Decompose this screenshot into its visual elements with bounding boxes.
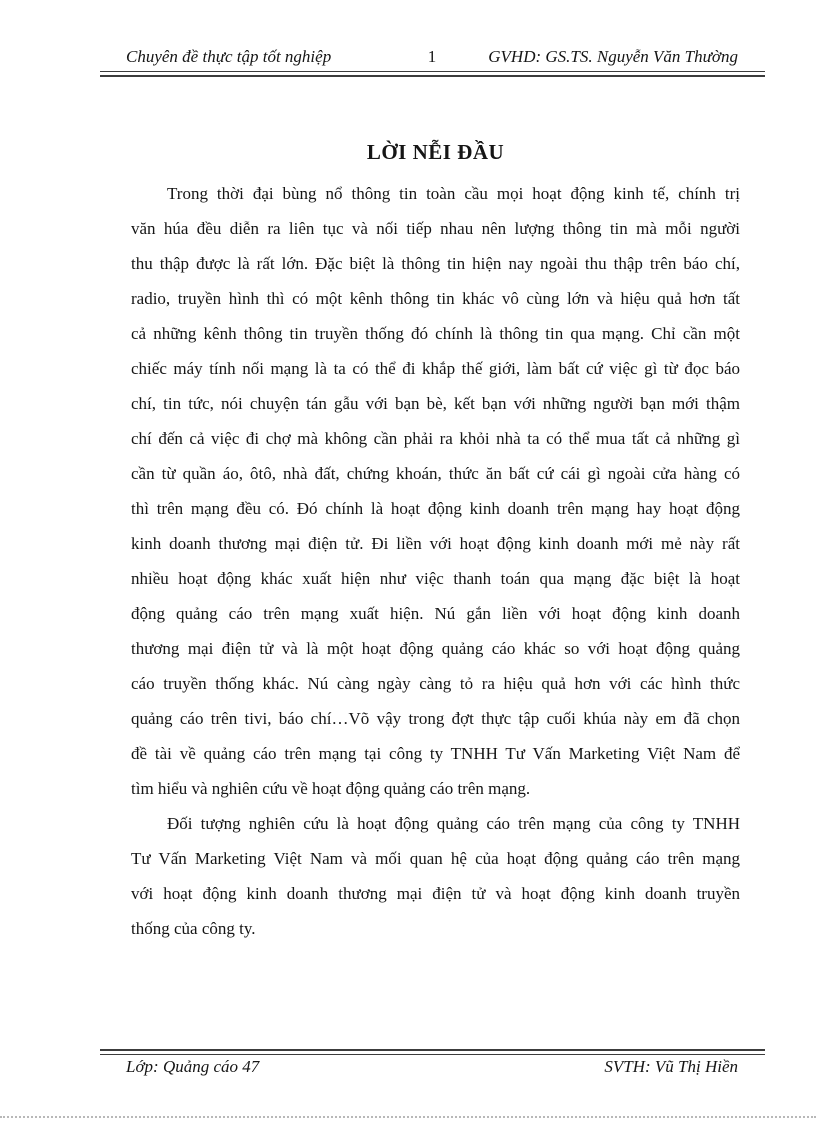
paragraph-line: thương mại điện tử và là một hoạt động quảng cáo khác so với hoạt động quảng xyxy=(131,639,740,658)
paragraph-line: thống của công ty. xyxy=(131,919,256,938)
header-course-title: Chuyên đề thực tập tốt nghiệp xyxy=(126,47,332,66)
paragraph-line: cáo truyền thống khác. Nú càng ngày càng tỏ ra hiệu quả hơn với các hình thức xyxy=(131,674,740,693)
paragraph-line: Tư Vấn Marketing Việt Nam và mối quan hệ của hoạt động quảng cáo trên mạng xyxy=(131,849,740,868)
paragraph-line: cần từ quần áo, ôtô, nhà đất, chứng khoán, thức ăn bất cứ cái gì ngoài cửa hàng có xyxy=(131,464,740,483)
paragraph-line: thì trên mạng đều có. Đó chính là hoạt động kinh doanh trên mạng hay hoạt động xyxy=(131,499,740,518)
paragraph-line: radio, truyền hình thì có một kênh thông tin khác vô cùng lớn và hiệu quả hơn tất xyxy=(131,289,740,308)
paragraph-line: tìm hiểu và nghiên cứu về hoạt động quảng cáo trên mạng. xyxy=(131,779,531,798)
paragraph-line: văn húa đều diễn ra liên tục và nối tiếp nhau nên lượng thông tin mà mỗi người xyxy=(131,219,740,238)
paragraph-line: quảng cáo trên tivi, báo chí…Võ vậy trong đợt thực tập cuối khúa này em đã chọn xyxy=(131,709,740,728)
paragraph-line: chí, tin tức, nói chuyện tán gẫu với bạn bè, kết bạn với những người bạn mới thậm xyxy=(131,394,740,413)
header-rule xyxy=(100,71,765,77)
page-break-dotted-line xyxy=(0,1116,816,1118)
paragraph-line: chiếc máy tính nối mạng là ta có thể đi khắp thế giới, làm bất cứ việc gì từ đọc báo xyxy=(131,359,740,378)
paragraph-line: cả những kênh thông tin truyền thống đó chính là thông tin qua mạng. Chỉ cần một xyxy=(131,324,740,343)
paragraph-line: kinh doanh thương mại điện tử. Đi liền với hoạt động kinh doanh mới mẻ này rất xyxy=(131,534,740,553)
paragraph-line: thu thập được là rất lớn. Đặc biệt là thông tin hiện nay ngoài thu thập trên báo chí, xyxy=(131,254,740,273)
footer-class: Lớp: Quảng cáo 47 xyxy=(126,1057,260,1076)
paragraph-line: với hoạt động kinh doanh thương mại điện tử và hoạt động kinh doanh truyền xyxy=(131,884,740,903)
paragraph-line: đề tài về quảng cáo trên mạng tại công ty TNHH Tư Vấn Marketing Việt Nam để xyxy=(131,744,740,763)
paragraph-line: chí đến cả việc đi chợ mà không cần phải ra khỏi nhà ta có thể mua tất cả những gì xyxy=(131,429,740,448)
page-title: LỜI NỄI ĐẦU xyxy=(366,140,505,164)
header-page-number: 1 xyxy=(427,47,437,66)
footer-rule xyxy=(100,1049,765,1055)
page-header xyxy=(100,47,765,67)
paragraph-line: Đối tượng nghiên cứu là hoạt động quảng cáo trên mạng của công ty TNHH xyxy=(167,814,740,833)
header-supervisor: GVHD: GS.TS. Nguyễn Văn Thường xyxy=(488,47,738,66)
paragraph-line: Trong thời đại bùng nổ thông tin toàn cầu mọi hoạt động kinh tế, chính trị xyxy=(167,184,740,203)
document-body xyxy=(131,176,740,946)
paragraph-line: động quảng cáo trên mạng xuất hiện. Nú gắn liền với hoạt động kinh doanh xyxy=(131,604,740,623)
paragraph-line: nhiều hoạt động khác xuất hiện như việc thanh toán qua mạng đặc biệt là hoạt xyxy=(131,569,740,588)
footer-student: SVTH: Vũ Thị Hiền xyxy=(604,1057,738,1076)
page-footer xyxy=(100,1057,765,1077)
